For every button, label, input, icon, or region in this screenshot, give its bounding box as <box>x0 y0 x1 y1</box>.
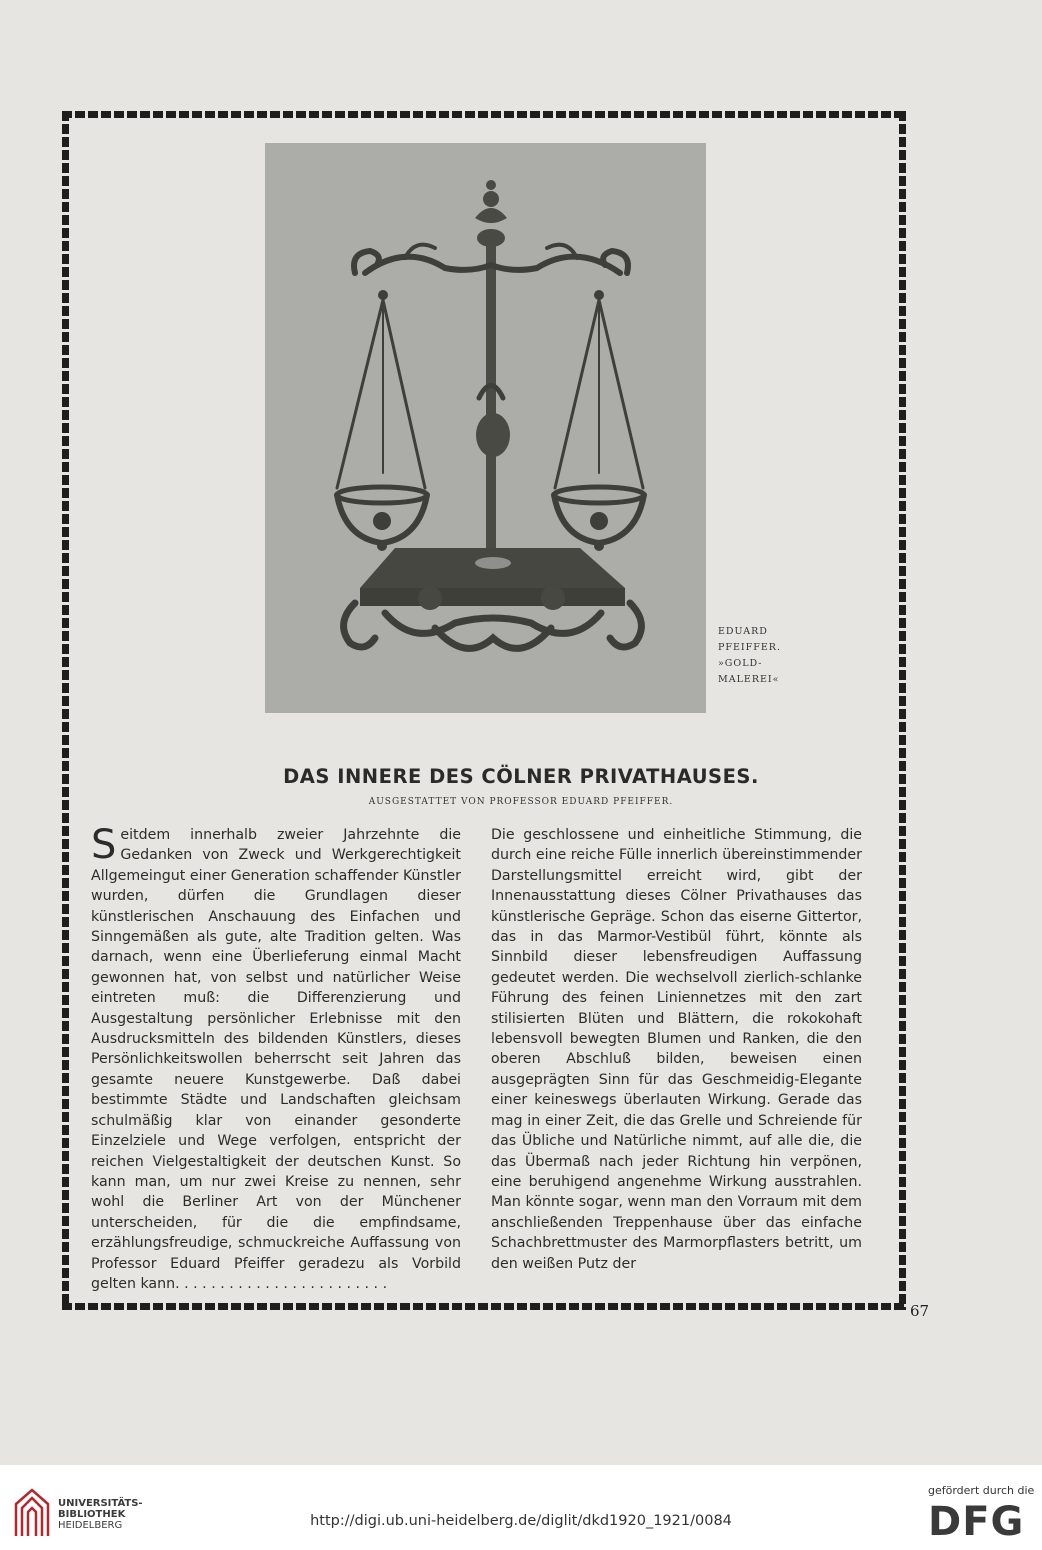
library-line: UNIVERSITÄTS- <box>58 1498 143 1509</box>
balance-scale-illustration <box>265 143 706 713</box>
caption-line: »GOLD- <box>718 658 763 669</box>
funding-note: gefördert durch die <box>928 1484 1035 1497</box>
caption-line: MALEREI« <box>718 674 780 685</box>
frame-right <box>899 111 906 1310</box>
paragraph <box>91 822 461 1294</box>
caption-line: PFEIFFER. <box>718 642 781 653</box>
frame-bottom <box>62 1303 906 1310</box>
library-line: BIBLIOTHEK <box>58 1509 126 1520</box>
source-url-link[interactable]: http://digi.ub.uni-heidelberg.de/diglit/dkd1920_1921/0084 <box>310 1513 732 1529</box>
drop-cap: S <box>91 822 117 868</box>
article-title: DAS INNERE DES CÖLNER PRIVATHAUSES. <box>283 765 759 788</box>
paragraph-text: Die geschlossene und einheitliche Stimmung, die durch eine reiche Fülle innerlich übereinstimmender Darstellungsmittel erreicht wird, gibt der Innenausstattung dieses Cölner Privathauses das künstlerische Gepräge. Schon das eiserne Gittertor, das in das Marmor-Vestibül führt, könnte als Sinnbild dieser lebensfreudigen Auffassung gedeutet werden. Die wechselvoll zierlich-schlanke Führung des feinen Liniennetzes mit den zart stilisierten Blüten und Blättern, die rokokohaft lebensvoll bewegten Blumen und Ranken, die den oberen Abschluß bilden, beweisen einen ausgeprägten Sinn für das Geschmeidig-Elegante einer keineswegs überlauten Wirkung. Gerade das mag in einer Zeit, die das Grelle und Schreiende für das Übliche und Natürliche nimmt, auf alle die, die das Übermaß nach jeder Richtung hin verpönen, eine beruhigend angenehme Wirkung ausstrahlen. Man könnte sogar, wenn man den Vorraum mit dem anschließenden Treppenhause über das einfache Schachbrettmuster des Marmorpflasters betritt, um den weißen Putz der <box>491 827 862 1272</box>
caption-line: EDUARD <box>718 626 768 637</box>
frame-top <box>62 111 906 118</box>
figure-caption <box>718 624 781 688</box>
page-number: 67 <box>910 1302 930 1320</box>
article-subtitle: AUSGESTATTET VON PROFESSOR EDUARD PFEIFFER. <box>368 797 674 807</box>
paragraph-text: eitdem innerhalb zweier Jahrzehnte die Gedanken von Zweck und Werkgerechtigkeit Allgemeingut einer Generation schaffender Künstler wurden, dürfen die Grundlagen dieser künstlerischen Anschauung des Einfachen und Sinngemäßen als gute, alte Tradition gelten. Was darnach, wenn eine Überlieferung einmal Macht gewonnen hat, von selbst und natürlicher Weise eintreten muß: die Differenzierung und Ausgestaltung persönlicher Erlebnisse mit den Ausdrucksmitteln des bildenden Künstlers, dieses Persönlichkeitswollen beherrscht seit Jahren das gesamte neuere Kunstgewerbe. Daß dabei bestimmte Städte und Landschaften gleichsam schulmäßig klar von einander gesonderte Einzelziele und Wege verfolgen, entspricht der reichen Vielgestaltigkeit der deutschen Kunst. So kann man, um nur zwei Kreise zu nennen, sehr wohl die Berliner Art von der Münchener unterscheiden, für die die empfindsame, erzählungsfreudige, schmuckreiche Auffassung von Professor Eduard Pfeiffer geradezu als Vorbild gelten kann. . . . . . . . . . . . . . . . . . . . . . . . <box>91 827 461 1292</box>
text-column-left <box>91 822 461 1294</box>
scale-photograph <box>265 143 706 713</box>
text-column-right <box>491 825 862 1274</box>
frame-left <box>62 111 69 1310</box>
digitization-footer <box>0 1465 1042 1550</box>
library-line: HEIDELBERG <box>58 1520 123 1531</box>
dfg-logo: DFG <box>928 1499 1025 1545</box>
